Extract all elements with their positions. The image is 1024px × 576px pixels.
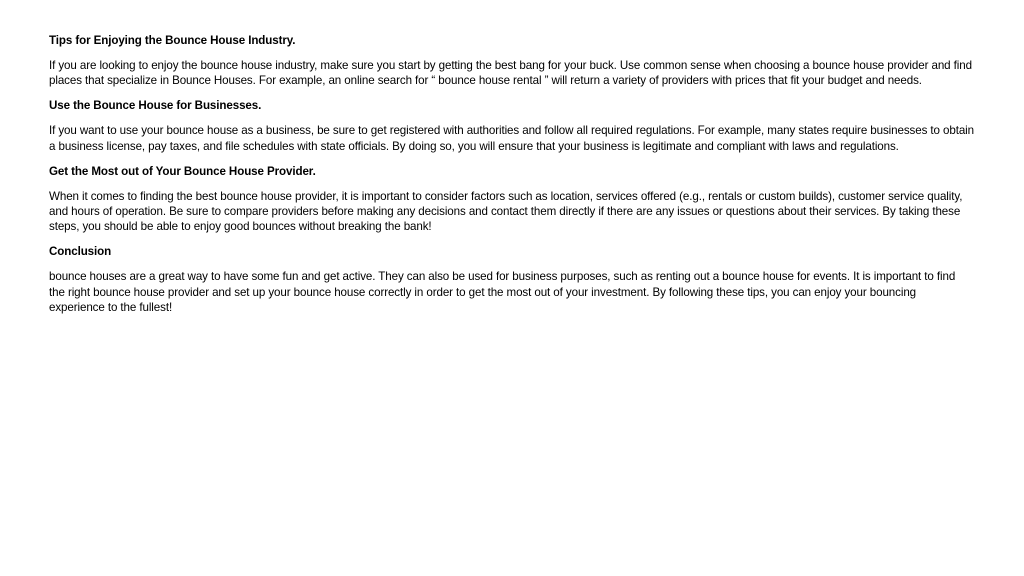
- section-conclusion: [49, 244, 974, 315]
- section-heading: Use the Bounce House for Businesses.: [49, 99, 262, 113]
- section-paragraph: bounce houses are a great way to have some fun and get active. They can also be used for business purposes, such as renting out a bounce house for events. It is important to find the right bounce house provider and set up your bounce house correctly in order to get the most out of your investment. By following these tips, you can enjoy your bouncing experience to the fullest!: [49, 270, 956, 314]
- section-paragraph: When it comes to finding the best bounce house provider, it is important to consider factors such as location, services offered (e.g., rentals or custom builds), customer service quality, and hours of operation. Be sure to compare providers before making any decisions and contact them directly if there are any issues or questions about their services. By taking these steps, you should be able to enjoy good bounces without breaking the bank!: [49, 189, 963, 234]
- section-heading: Conclusion: [49, 245, 112, 259]
- section-provider: [49, 164, 974, 235]
- document-page: [49, 33, 974, 325]
- section-heading: Get the Most out of Your Bounce House Provider.: [49, 164, 316, 178]
- section-paragraph: If you want to use your bounce house as a business, be sure to get registered with authorities and follow all required regulations. For example, many states require businesses to obtain a business license, pay taxes, and file schedules with state officials. By doing so, you will ensure that your business is legitimate and compliant with laws and regulations.: [49, 124, 974, 153]
- section-tips: [49, 33, 974, 88]
- section-paragraph: If you are looking to enjoy the bounce house industry, make sure you start by getting the best bang for your buck. Use common sense when choosing a bounce house provider and find places that specialize in Bounce Houses. For example, an online search for “ bounce house rental ” will return a variety of providers with prices that fit your budget and needs.: [49, 59, 972, 88]
- section-businesses: [49, 98, 974, 153]
- section-heading: Tips for Enjoying the Bounce House Industry.: [49, 34, 296, 47]
